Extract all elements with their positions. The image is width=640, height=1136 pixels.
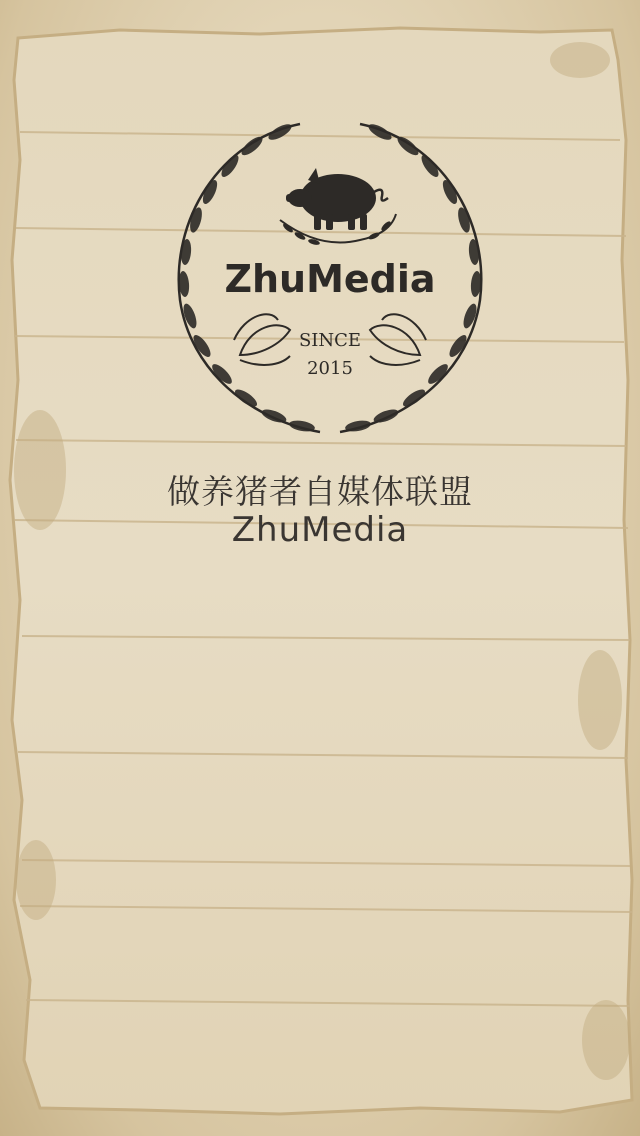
- leaf-flourish-right-icon: [370, 314, 426, 365]
- tagline-brand: ZhuMedia: [231, 510, 409, 550]
- logo-since-label: SINCE: [298, 330, 362, 351]
- tagline: 做养猪者自媒体联盟: [167, 472, 473, 511]
- zhumedia-logo: [160, 110, 500, 450]
- logo-brand-text: ZhuMedia: [224, 257, 436, 301]
- pig-icon: [286, 168, 388, 230]
- leaf-flourish-left-icon: [234, 314, 290, 365]
- logo-since-year: 2015: [307, 358, 353, 379]
